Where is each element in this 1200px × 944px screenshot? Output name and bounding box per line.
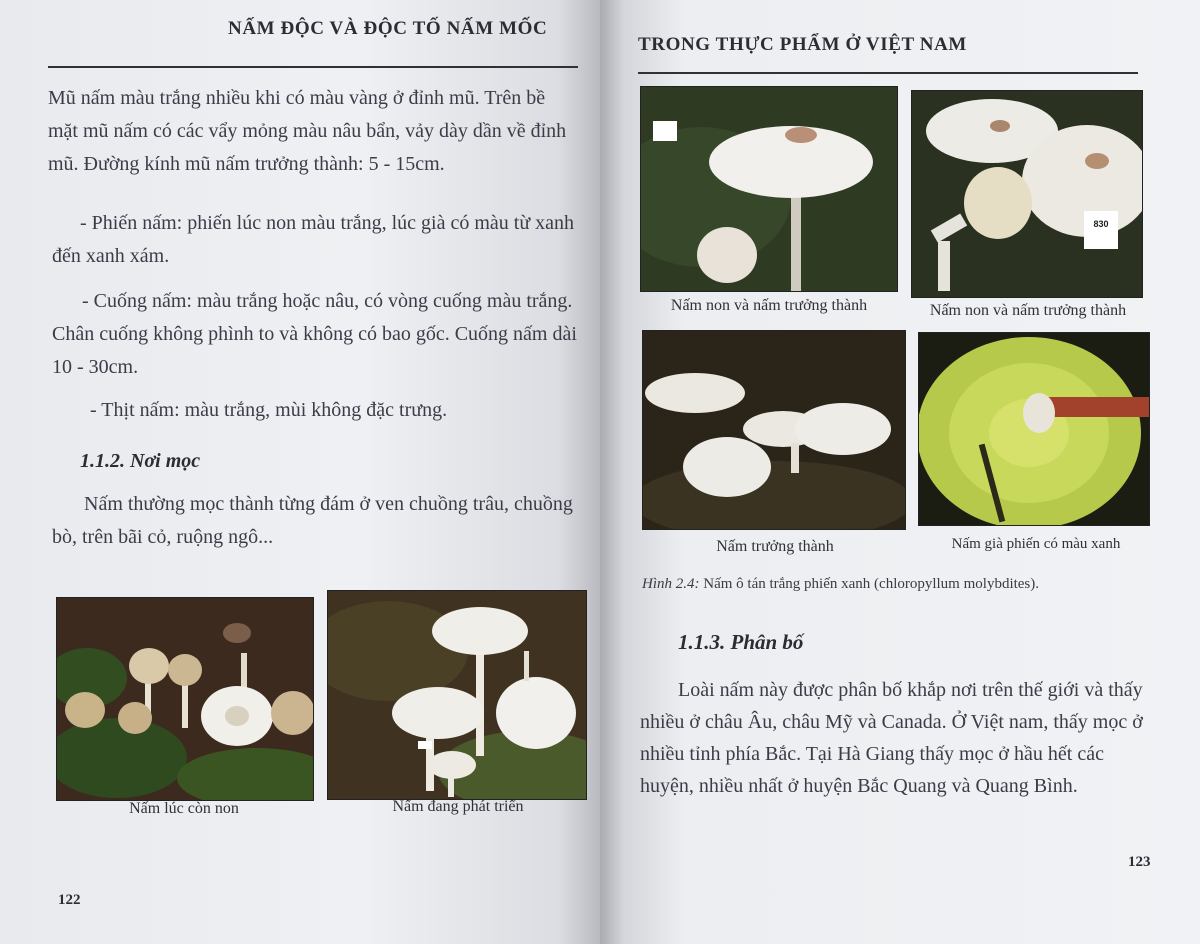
right-page	[600, 0, 1200, 944]
left-page-number: 122	[58, 892, 81, 908]
figure-label: Hình 2.4:	[642, 576, 700, 592]
section-heading-distribution: 1.1.3. Phân bố	[678, 630, 804, 654]
paragraph-habitat: Nấm thường mọc thành từng đám ở ven chuồng trâu, chuồng bò, trên bãi cỏ, ruộng ngô...	[52, 493, 573, 548]
paragraph-gills: - Phiến nấm: phiến lúc non màu trắng, lúc già có màu từ xanh đến xanh xám.	[52, 212, 575, 267]
right-page-number: 123	[1128, 854, 1151, 870]
paragraph-flesh: - Thịt nấm: màu trắng, mùi không đặc trưng.	[90, 399, 448, 421]
photo-developing-mushrooms	[327, 590, 587, 800]
caption-developing-mushrooms: Nấm đang phát triển	[392, 798, 524, 815]
photo-young-and-mature-2	[911, 90, 1143, 298]
specimen-tag: 830	[1093, 219, 1109, 229]
photo-young-and-mature-1	[640, 86, 898, 292]
paragraph-cap-description: Mũ nấm màu trắng nhiều khi có màu vàng ở đỉnh mũ. Trên bề mặt mũ nấm có các vẩy mỏng màu nâu bẩn, vảy dày dần về đỉnh mũ. Đường kính mũ nấm trưởng thành: 5 - 15cm.	[48, 87, 567, 175]
right-running-head: TRONG THỰC PHẨM Ở VIỆT NAM	[638, 34, 967, 55]
photo-young-mushrooms	[56, 597, 314, 801]
right-header-rule	[638, 72, 1138, 74]
paragraph-distribution: Loài nấm này được phân bố khắp nơi trên thế giới và thấy nhiều ở châu Âu, châu Mỹ và Canada. Ở Việt nam, thấy mọc ở nhiều tỉnh phía Bắc. Tại Hà Giang thấy mọc ở hầu hết các huyện, nhiều nhất ở huyện Bắc Quang và Quang Bình.	[640, 679, 1143, 797]
caption-young-mushrooms: Nấm lúc còn non	[129, 800, 239, 817]
photo-mature-mushrooms	[642, 330, 906, 530]
photo-old-green-gills	[918, 332, 1150, 526]
figure-caption	[642, 576, 1039, 593]
left-running-head: NẤM ĐỘC VÀ ĐỘC TỐ NẤM MỐC	[228, 18, 548, 39]
left-header-rule	[48, 66, 578, 68]
figure-caption-text: Nấm ô tán trắng phiến xanh (chloropyllum molybdites).	[699, 576, 1040, 592]
caption-mature-mushrooms: Nấm trưởng thành	[716, 538, 834, 555]
caption-young-and-mature-1: Nấm non và nấm trưởng thành	[670, 297, 868, 314]
caption-old-green-gills: Nấm già phiến có màu xanh	[951, 536, 1121, 552]
section-heading-habitat: 1.1.2. Nơi mọc	[80, 450, 201, 472]
paragraph-stem: - Cuống nấm: màu trắng hoặc nâu, có vòng cuống màu trắng. Chân cuống không phình to và không có bao gốc. Cuống nấm dài 10 - 30cm.	[52, 290, 577, 378]
caption-young-and-mature-2: Nấm non và nấm trưởng thành	[929, 302, 1127, 319]
